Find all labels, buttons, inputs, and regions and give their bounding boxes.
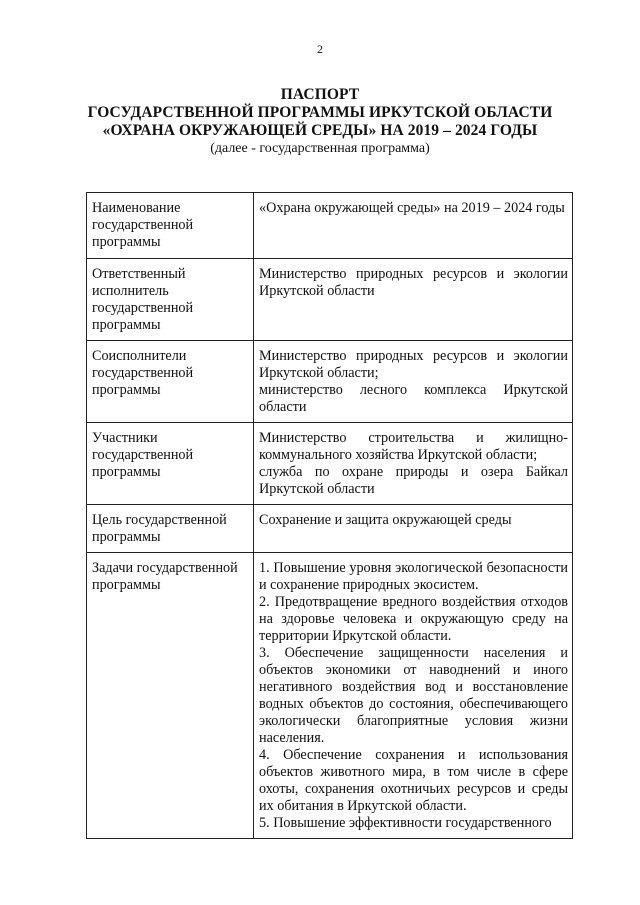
row-label: Ответственный исполнитель государственной программы: [87, 259, 254, 341]
value-paragraph: 1. Повышение уровня экологической безопасности и сохранение природных экосистем.: [259, 560, 568, 593]
row-label: Задачи государственной программы: [87, 553, 254, 839]
table-row: [87, 341, 573, 423]
passport-table: [86, 192, 573, 839]
title-line-2: ГОСУДАРСТВЕННОЙ ПРОГРАММЫ ИРКУТСКОЙ ОБЛАСТИ: [87, 104, 553, 121]
row-value: [254, 423, 573, 505]
value-paragraph: служба по охране природы и озера Байкал Иркутской области: [259, 464, 568, 497]
row-value: [254, 341, 573, 423]
row-value: [254, 259, 573, 341]
table-row: [87, 423, 573, 505]
value-paragraph: Министерство природных ресурсов и экологии Иркутской области;: [259, 348, 568, 381]
row-value: [254, 553, 573, 839]
row-label: Участники государственной программы: [87, 423, 254, 505]
row-label: Наименование государственной программы: [87, 193, 254, 259]
value-paragraph: 3. Обеспечение защищенности населения и объектов экономики от наводнений и иного негативного воздействия вод и восстановление водных объектов до состояния, обеспечивающего экологически благоприятные условия жизни населения.: [259, 645, 568, 746]
value-paragraph: Сохранение и защита окружающей среды: [259, 512, 512, 528]
value-paragraph: Министерство природных ресурсов и экологии Иркутской области: [259, 266, 568, 299]
row-label: Соисполнители государственной программы: [87, 341, 254, 423]
value-paragraph: 2. Предотвращение вредного воздействия отходов на здоровье человека и окружающую среду на территории Иркутской области.: [259, 594, 568, 644]
title-line-1: ПАСПОРТ: [280, 86, 360, 103]
title-subtitle: (далее - государственная программа): [210, 141, 430, 156]
row-value: [254, 193, 573, 259]
title-line-3: «ОХРАНА ОКРУЖАЮЩЕЙ СРЕДЫ» НА 2019 – 2024 ГОДЫ: [102, 122, 538, 139]
value-paragraph: Министерство строительства и жилищно-коммунального хозяйства Иркутской области;: [259, 430, 568, 463]
row-value: [254, 505, 573, 553]
value-paragraph: «Охрана окружающей среды» на 2019 – 2024 годы: [259, 200, 565, 216]
page-number: 2: [317, 42, 323, 56]
table-row: [87, 505, 573, 553]
table-row: [87, 193, 573, 259]
table-row: [87, 259, 573, 341]
document-title: [0, 86, 640, 158]
row-label: Цель государственной программы: [87, 505, 254, 553]
value-paragraph: 4. Обеспечение сохранения и использования объектов животного мира, в том числе в сфере охоты, сохранения охотничьих ресурсов и среды их обитания в Иркутской области.: [259, 747, 568, 814]
value-paragraph: министерство лесного комплекса Иркутской области: [259, 382, 568, 415]
value-paragraph: 5. Повышение эффективности государственного: [259, 815, 552, 831]
table-row: [87, 553, 573, 839]
